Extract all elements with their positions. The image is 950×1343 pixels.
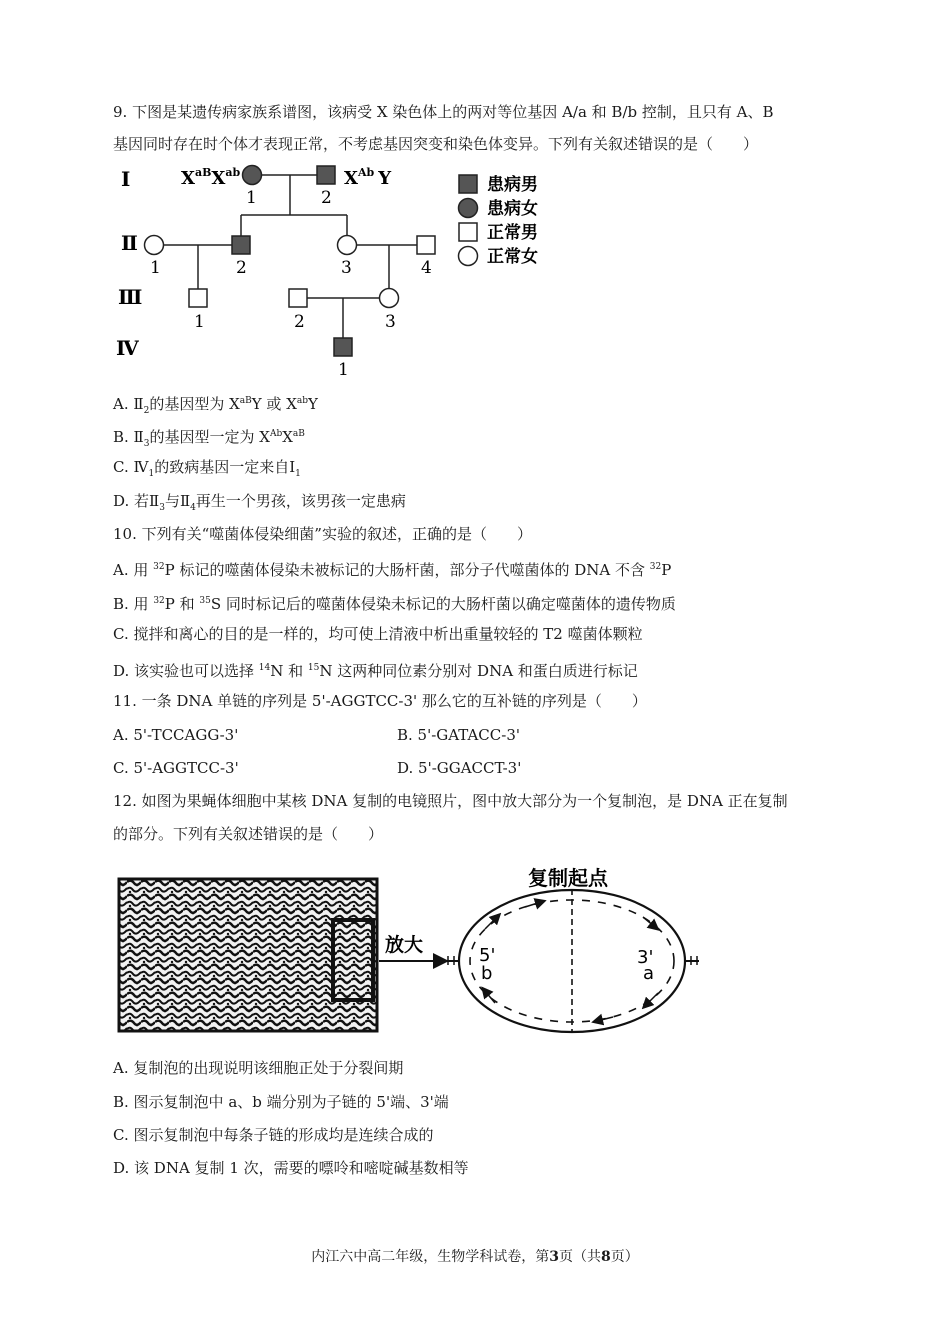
q12-stem-line2: 的部分。下列有关叙述错误的是（ ） (113, 825, 384, 843)
q11-option-d: D. 5'-GGACCT-3' (397, 759, 522, 777)
pedigree-chart (113, 160, 583, 385)
q9-stem-line1: 9. 下图是某遗传病家族系谱图，该病受 X 染色体上的两对等位基因 A/a 和 B/b 控制，且只有 A、B (113, 103, 774, 121)
q11-stem: 11. 一条 DNA 单链的序列是 5'-AGGTCC-3' 那么它的互补链的序列是（ ） (113, 692, 647, 710)
q10-option-d: D. 该实验也可以选择 $^{14}$N 和 $^{15}$N 这两种同位素分别对 DNA 和蛋白质进行标记 (113, 662, 638, 680)
q12-stem-line1: 12. 如图为果蝇体细胞中某核 DNA 复制的电镜照片，图中放大部分为一个复制泡，是 DNA 正在复制 (113, 792, 788, 810)
legend-affected-female-icon (459, 199, 478, 218)
q12-option-c: C. 图示复制泡中每条子链的形成均是连续合成的 (113, 1126, 434, 1144)
em-photo (119, 879, 377, 1031)
enlarge-label: 放大 (385, 934, 424, 956)
legend-normal-female-icon (459, 247, 478, 266)
legend-normal-male-icon (459, 223, 477, 241)
page-footer: 内江六中高二年级，生物学科试卷，第3页（共8页） (311, 1249, 639, 1265)
q9-option-a: A. $Ⅱ_2$的基因型为 $X^{aB}Y$ 或 $X^{ab}Y$ (113, 395, 318, 416)
label-5prime: 5' (479, 945, 496, 966)
label-g3-2: 2 (294, 312, 305, 332)
label-a: a (643, 963, 655, 984)
gen2-male-2-affected (232, 236, 250, 254)
label-g1-1: 1 (246, 188, 257, 208)
q9-option-b: B. $Ⅱ_3$的基因型一定为 $X^{Ab}X^{aB}$ (113, 428, 305, 449)
q12-option-a: A. 复制泡的出现说明该细胞正处于分裂间期 (113, 1059, 404, 1077)
gen2-female-3-normal (338, 236, 357, 255)
gen2-male-4-normal (417, 236, 435, 254)
gen3-female-3-normal (380, 289, 399, 308)
q11-option-a: A. 5'-TCCAGG-3' (113, 726, 239, 744)
label-3prime: 3' (637, 947, 654, 968)
q9-option-d: D. 若$Ⅱ_3$与$Ⅱ_4$再生一个男孩，该男孩一定患病 (113, 492, 406, 513)
q12-option-b: B. 图示复制泡中 a、b 端分别为子链的 5'端、3'端 (113, 1093, 449, 1111)
gen2-female-1-normal (145, 236, 164, 255)
gen1-female-1-affected (243, 166, 262, 185)
label-g3-3: 3 (385, 312, 396, 332)
gen-label-2: Ⅱ (121, 231, 138, 255)
legend-normal-male: 正常男 (487, 223, 538, 243)
q12-option-d: D. 该 DNA 复制 1 次，需要的嘌呤和嘧啶碱基数相等 (113, 1159, 469, 1177)
q10-stem: 10. 下列有关“噬菌体侵染细菌”实验的叙述，正确的是（ ） (113, 525, 532, 543)
gen-label-4: Ⅳ (116, 336, 139, 360)
legend-normal-female: 正常女 (487, 247, 538, 267)
legend-affected-male-icon (459, 175, 477, 193)
genotype-i2: $X^{Ab}$ Y (344, 166, 392, 189)
q10-option-b: B. 用 $^{32}$P 和 $^{35}$S 同时标记后的噬菌体侵染未标记的大肠杆菌以确定噬菌体的遗传物质 (113, 595, 676, 613)
label-g2-4: 4 (421, 258, 432, 278)
label-g3-1: 1 (194, 312, 205, 332)
q11-option-c: C. 5'-AGGTCC-3' (113, 759, 239, 777)
gen-label-3: Ⅲ (118, 285, 143, 309)
gen3-male-1-normal (189, 289, 207, 307)
origin-label: 复制起点 (528, 866, 608, 890)
q9-stem-line2: 基因同时存在时个体才表现正常，不考虑基因突变和染色体变异。下列有关叙述错误的是（ ） (113, 135, 759, 153)
q10-option-a: A. 用 $^{32}$P 标记的噬菌体侵染未被标记的大肠杆菌，部分子代噬菌体的 DNA 不含 $^{32}$P (113, 561, 672, 579)
q11-option-b: B. 5'-GATACC-3' (397, 726, 520, 744)
gen-label-1: Ⅰ (121, 167, 131, 191)
gen3-male-2-normal (289, 289, 307, 307)
q9-option-c: C. $Ⅳ_1$的致病基因一定来自$Ⅰ_1$ (113, 458, 301, 479)
label-g2-1: 1 (150, 258, 161, 278)
gen4-male-1-affected (334, 338, 352, 356)
legend-affected-female: 患病女 (487, 199, 538, 219)
label-b: b (481, 963, 493, 984)
label-g1-2: 2 (321, 188, 332, 208)
legend-affected-male: 患病男 (487, 175, 538, 195)
label-g2-2: 2 (236, 258, 247, 278)
genotype-i1: $X^{aB}X^{ab}$ (181, 166, 241, 189)
replication-figure (113, 865, 713, 1045)
q10-option-c: C. 搅拌和离心的目的是一样的，均可使上清液中析出重量较轻的 T2 噬菌体颗粒 (113, 625, 643, 643)
label-g4-1: 1 (338, 360, 349, 380)
label-g2-3: 3 (341, 258, 352, 278)
gen1-male-2-affected (317, 166, 335, 184)
